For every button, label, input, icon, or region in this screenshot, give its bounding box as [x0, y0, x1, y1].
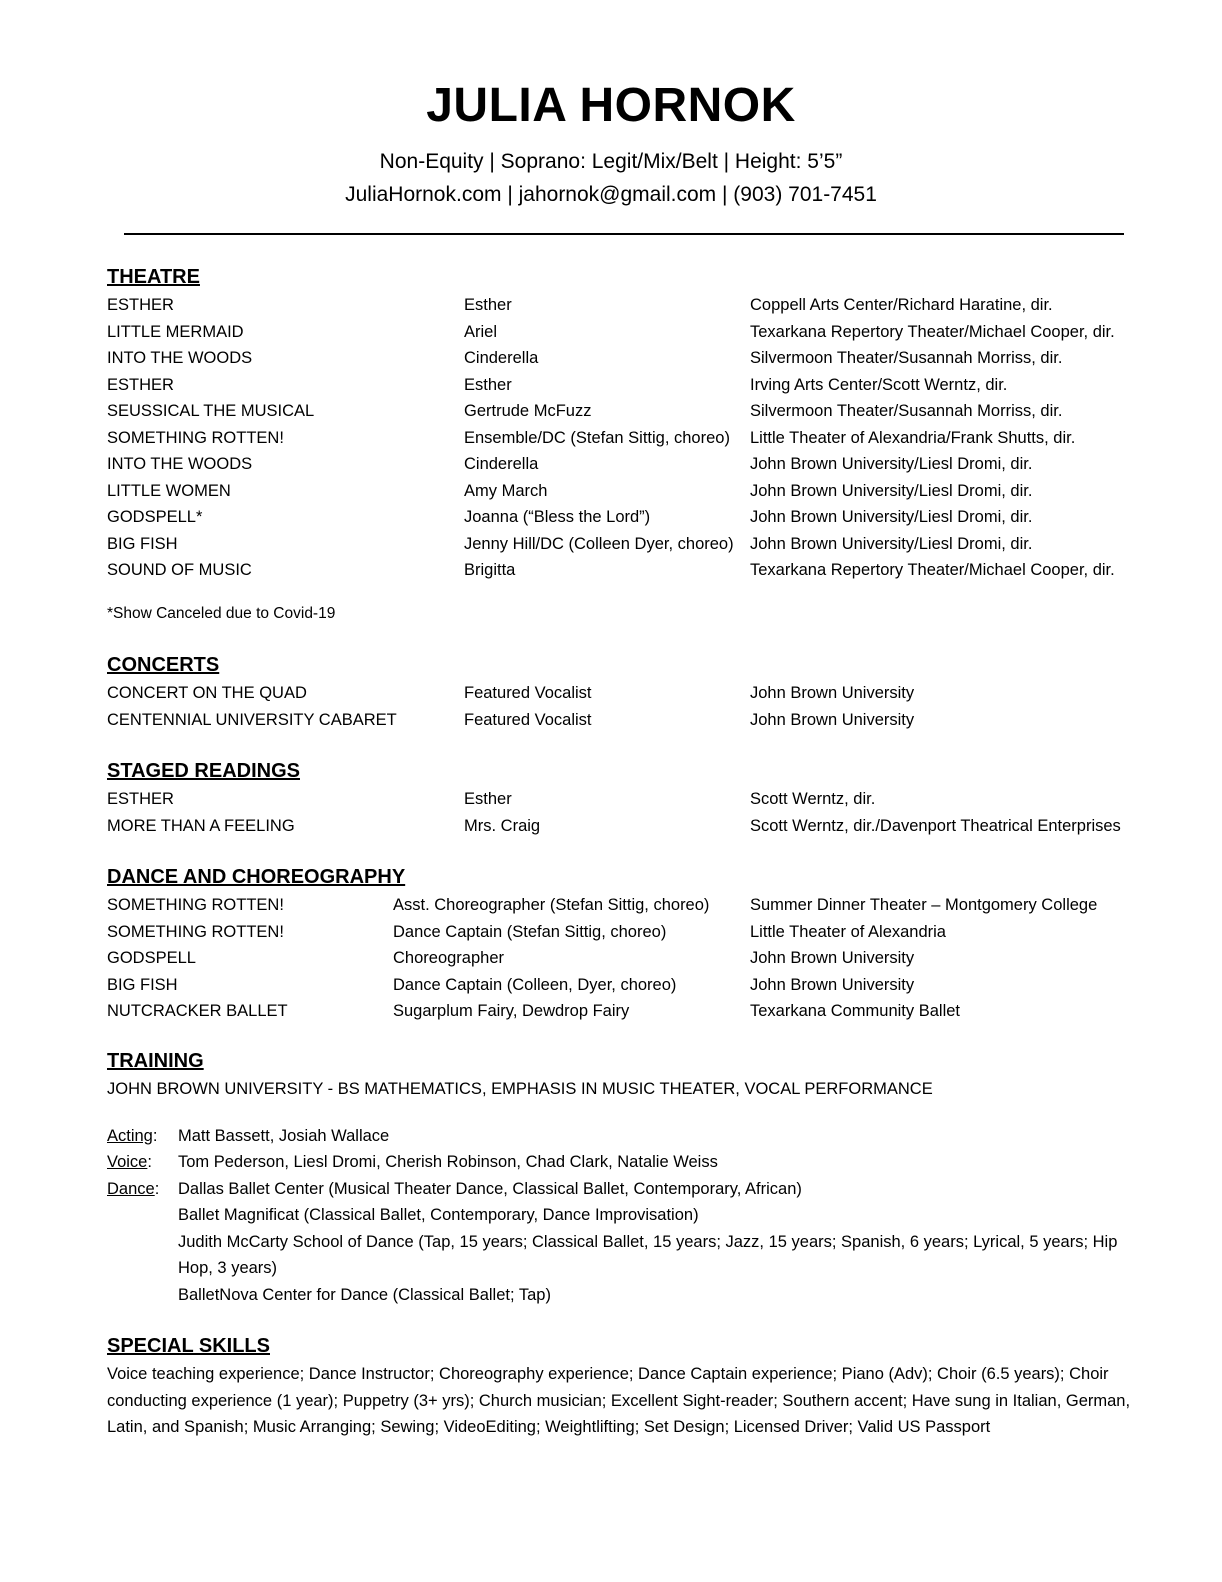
theatre-title: INTO THE WOODS	[107, 455, 253, 473]
concerts-title: CENTENNIAL UNIVERSITY CABARET	[107, 710, 397, 729]
theatre-role: Ariel	[464, 322, 498, 341]
concerts-role: Featured Vocalist	[464, 710, 592, 729]
dance-school: BalletNova Center for Dance (Classical Ballet; Tap)	[178, 1285, 551, 1304]
theatre-role: Joanna (“Bless the Lord”)	[464, 508, 651, 526]
vitals-line: Non-Equity | Soprano: Legit/Mix/Belt | Height: 5’5”	[379, 150, 843, 173]
dance-table	[107, 892, 1147, 1025]
theatre-row	[107, 531, 1147, 558]
theatre-row	[107, 451, 1147, 478]
readings-heading: STAGED READINGS	[107, 760, 300, 782]
theatre-title: SOMETHING ROTTEN!	[107, 428, 284, 447]
dance-role: Choreographer	[393, 949, 504, 967]
theatre-title: SOUND OF MUSIC	[107, 561, 252, 579]
theatre-venue: Irving Arts Center/Scott Werntz, dir.	[750, 375, 1008, 394]
theatre-row	[107, 478, 1147, 505]
theatre-venue: Silvermoon Theater/Susannah Morriss, dir.	[750, 402, 1063, 420]
dance-row	[107, 892, 1147, 919]
theatre-venue: John Brown University/Liesl Dromi, dir.	[750, 481, 1033, 500]
readings-title: MORE THAN A FEELING	[107, 816, 295, 835]
theatre-title: GODSPELL*	[107, 508, 203, 526]
theatre-role: Cinderella	[464, 349, 539, 367]
theatre-role: Cinderella	[464, 455, 539, 473]
dance-heading: DANCE AND CHOREOGRAPHY	[107, 866, 406, 888]
readings-role: Mrs. Craig	[464, 816, 541, 835]
skills-heading: SPECIAL SKILLS	[107, 1335, 270, 1357]
theatre-row	[107, 398, 1147, 425]
dance-venue: John Brown University	[750, 975, 915, 994]
skills-section	[107, 1333, 1147, 1441]
training-voice: Voice: Tom Pederson, Liesl Dromi, Cherish Robinson, Chad Clark, Natalie Weiss	[107, 1149, 1147, 1176]
readings-title: ESTHER	[107, 790, 174, 808]
contact-line: JuliaHornok.com | jahornok@gmail.com | (903) 701-7451	[345, 183, 877, 206]
training-acting: Acting: Matt Bassett, Josiah Wallace	[107, 1123, 1147, 1150]
dance-title: GODSPELL	[107, 949, 196, 967]
theatre-row	[107, 345, 1147, 372]
dance-role: Asst. Choreographer (Stefan Sittig, choreo)	[393, 896, 710, 914]
concerts-title: CONCERT ON THE QUAD	[107, 684, 307, 702]
concerts-table	[107, 680, 1147, 733]
theatre-venue: John Brown University/Liesl Dromi, dir.	[750, 455, 1033, 473]
theatre-venue: Silvermoon Theater/Susannah Morriss, dir.	[750, 349, 1063, 367]
theatre-role: Amy March	[464, 481, 548, 500]
dance-row	[107, 919, 1147, 946]
theatre-heading: THEATRE	[107, 266, 200, 288]
theatre-row	[107, 292, 1147, 319]
concerts-venue: John Brown University	[750, 684, 915, 702]
dance-title: BIG FISH	[107, 975, 178, 994]
dance-row	[107, 972, 1147, 999]
dance-venue: Little Theater of Alexandria	[750, 922, 946, 941]
theatre-title: ESTHER	[107, 375, 174, 394]
concerts-role: Featured Vocalist	[464, 684, 592, 702]
theatre-row	[107, 557, 1147, 584]
readings-row	[107, 786, 1147, 813]
theatre-role: Esther	[464, 375, 512, 394]
concerts-row	[107, 680, 1147, 707]
acting-label: Acting	[107, 1126, 153, 1145]
theatre-section	[107, 264, 1147, 626]
dance-section	[107, 864, 1147, 1025]
theatre-venue: John Brown University/Liesl Dromi, dir.	[750, 534, 1033, 553]
concerts-heading: CONCERTS	[107, 654, 220, 676]
dance-role: Dance Captain (Colleen, Dyer, choreo)	[393, 975, 677, 994]
theatre-title: INTO THE WOODS	[107, 349, 253, 367]
header-divider	[124, 233, 1124, 235]
concerts-section	[107, 652, 1147, 733]
theatre-role: Esther	[464, 296, 512, 314]
readings-role: Esther	[464, 790, 512, 808]
dance-venue: Texarkana Community Ballet	[750, 1002, 961, 1020]
theatre-row	[107, 372, 1147, 399]
training-dance: Dance: Dallas Ballet Center (Musical Theater Dance, Classical Ballet, Contemporary, African) Ballet Magnificat (Classical Ballet, Contemporary, Dance Improvisation) Judith McCarty School of Dance (Tap, 15 years; Classical Ballet, 15 years; Jazz, 15 years; Spanish, 6 years; Lyrical, 5 years; Hip Hop, 3 years) BalletNova Center for Dance (Classical Ballet; Tap)	[107, 1176, 1147, 1309]
theatre-venue: Little Theater of Alexandria/Frank Shutts, dir.	[750, 428, 1076, 447]
theatre-venue: John Brown University/Liesl Dromi, dir.	[750, 508, 1033, 526]
voice-teachers: Tom Pederson, Liesl Dromi, Cherish Robinson, Chad Clark, Natalie Weiss	[178, 1153, 718, 1171]
dance-school: Dallas Ballet Center (Musical Theater Dance, Classical Ballet, Contemporary, African)	[178, 1179, 802, 1198]
skills-text: Voice teaching experience; Dance Instructor; Choreography experience; Dance Captain experience; Piano (Adv); Choir (6.5 years); Choir conducting experience (1 year); Puppetry (3+ yrs); Church musician; Excellent Sight-reader; Southern accent; Have sung in Italian, German, Latin, and Spanish; Music Arranging; Sewing; VideoEditing; Weightlifting; Set Design; Licensed Driver; Valid US Passport	[107, 1365, 1131, 1436]
dance-school: Ballet Magnificat (Classical Ballet, Contemporary, Dance Improvisation)	[178, 1206, 699, 1224]
readings-section	[107, 758, 1147, 839]
theatre-title: LITTLE MERMAID	[107, 322, 244, 341]
dance-label: Dance	[107, 1179, 155, 1198]
theatre-row	[107, 319, 1147, 346]
theatre-table	[107, 292, 1147, 584]
dance-row	[107, 945, 1147, 972]
acting-teachers: Matt Bassett, Josiah Wallace	[178, 1126, 390, 1145]
theatre-title: LITTLE WOMEN	[107, 481, 231, 500]
covid-note: *Show Canceled due to Covid-19	[107, 604, 336, 622]
concerts-row	[107, 707, 1147, 734]
training-section	[107, 1048, 1147, 1308]
dance-venue: John Brown University	[750, 949, 915, 967]
theatre-role: Gertrude McFuzz	[464, 402, 592, 420]
dance-role: Dance Captain (Stefan Sittig, choreo)	[393, 922, 667, 941]
degree-line: JOHN BROWN UNIVERSITY - BS MATHEMATICS, EMPHASIS IN MUSIC THEATER, VOCAL PERFORMANCE	[107, 1080, 933, 1098]
dance-title: SOMETHING ROTTEN!	[107, 896, 284, 914]
dance-title: SOMETHING ROTTEN!	[107, 922, 284, 941]
theatre-venue: Texarkana Repertory Theater/Michael Cooper, dir.	[750, 322, 1115, 341]
dance-school: Judith McCarty School of Dance (Tap, 15 years; Classical Ballet, 15 years; Jazz, 15 years; Spanish, 6 years; Lyrical, 5 years; Hip Hop, 3 years)	[178, 1232, 1118, 1277]
readings-venue: Scott Werntz, dir.	[750, 790, 876, 808]
resume-name: JULIA HORNOK	[426, 79, 796, 132]
theatre-title: ESTHER	[107, 296, 174, 314]
dance-role: Sugarplum Fairy, Dewdrop Fairy	[393, 1002, 630, 1020]
theatre-role: Jenny Hill/DC (Colleen Dyer, choreo)	[464, 534, 734, 553]
readings-row	[107, 813, 1147, 840]
dance-title: NUTCRACKER BALLET	[107, 1002, 288, 1020]
theatre-row	[107, 425, 1147, 452]
dance-row	[107, 998, 1147, 1025]
theatre-title: SEUSSICAL THE MUSICAL	[107, 402, 315, 420]
training-heading: TRAINING	[107, 1050, 204, 1072]
theatre-venue: Texarkana Repertory Theater/Michael Cooper, dir.	[750, 561, 1115, 579]
theatre-row	[107, 504, 1147, 531]
theatre-role: Brigitta	[464, 561, 516, 579]
theatre-title: BIG FISH	[107, 534, 178, 553]
theatre-role: Ensemble/DC (Stefan Sittig, choreo)	[464, 428, 730, 447]
dance-venue: Summer Dinner Theater – Montgomery College	[750, 896, 1098, 914]
concerts-venue: John Brown University	[750, 710, 915, 729]
voice-label: Voice	[107, 1153, 148, 1171]
theatre-venue: Coppell Arts Center/Richard Haratine, dir.	[750, 296, 1053, 314]
readings-table	[107, 786, 1147, 839]
readings-venue: Scott Werntz, dir./Davenport Theatrical Enterprises	[750, 816, 1121, 835]
